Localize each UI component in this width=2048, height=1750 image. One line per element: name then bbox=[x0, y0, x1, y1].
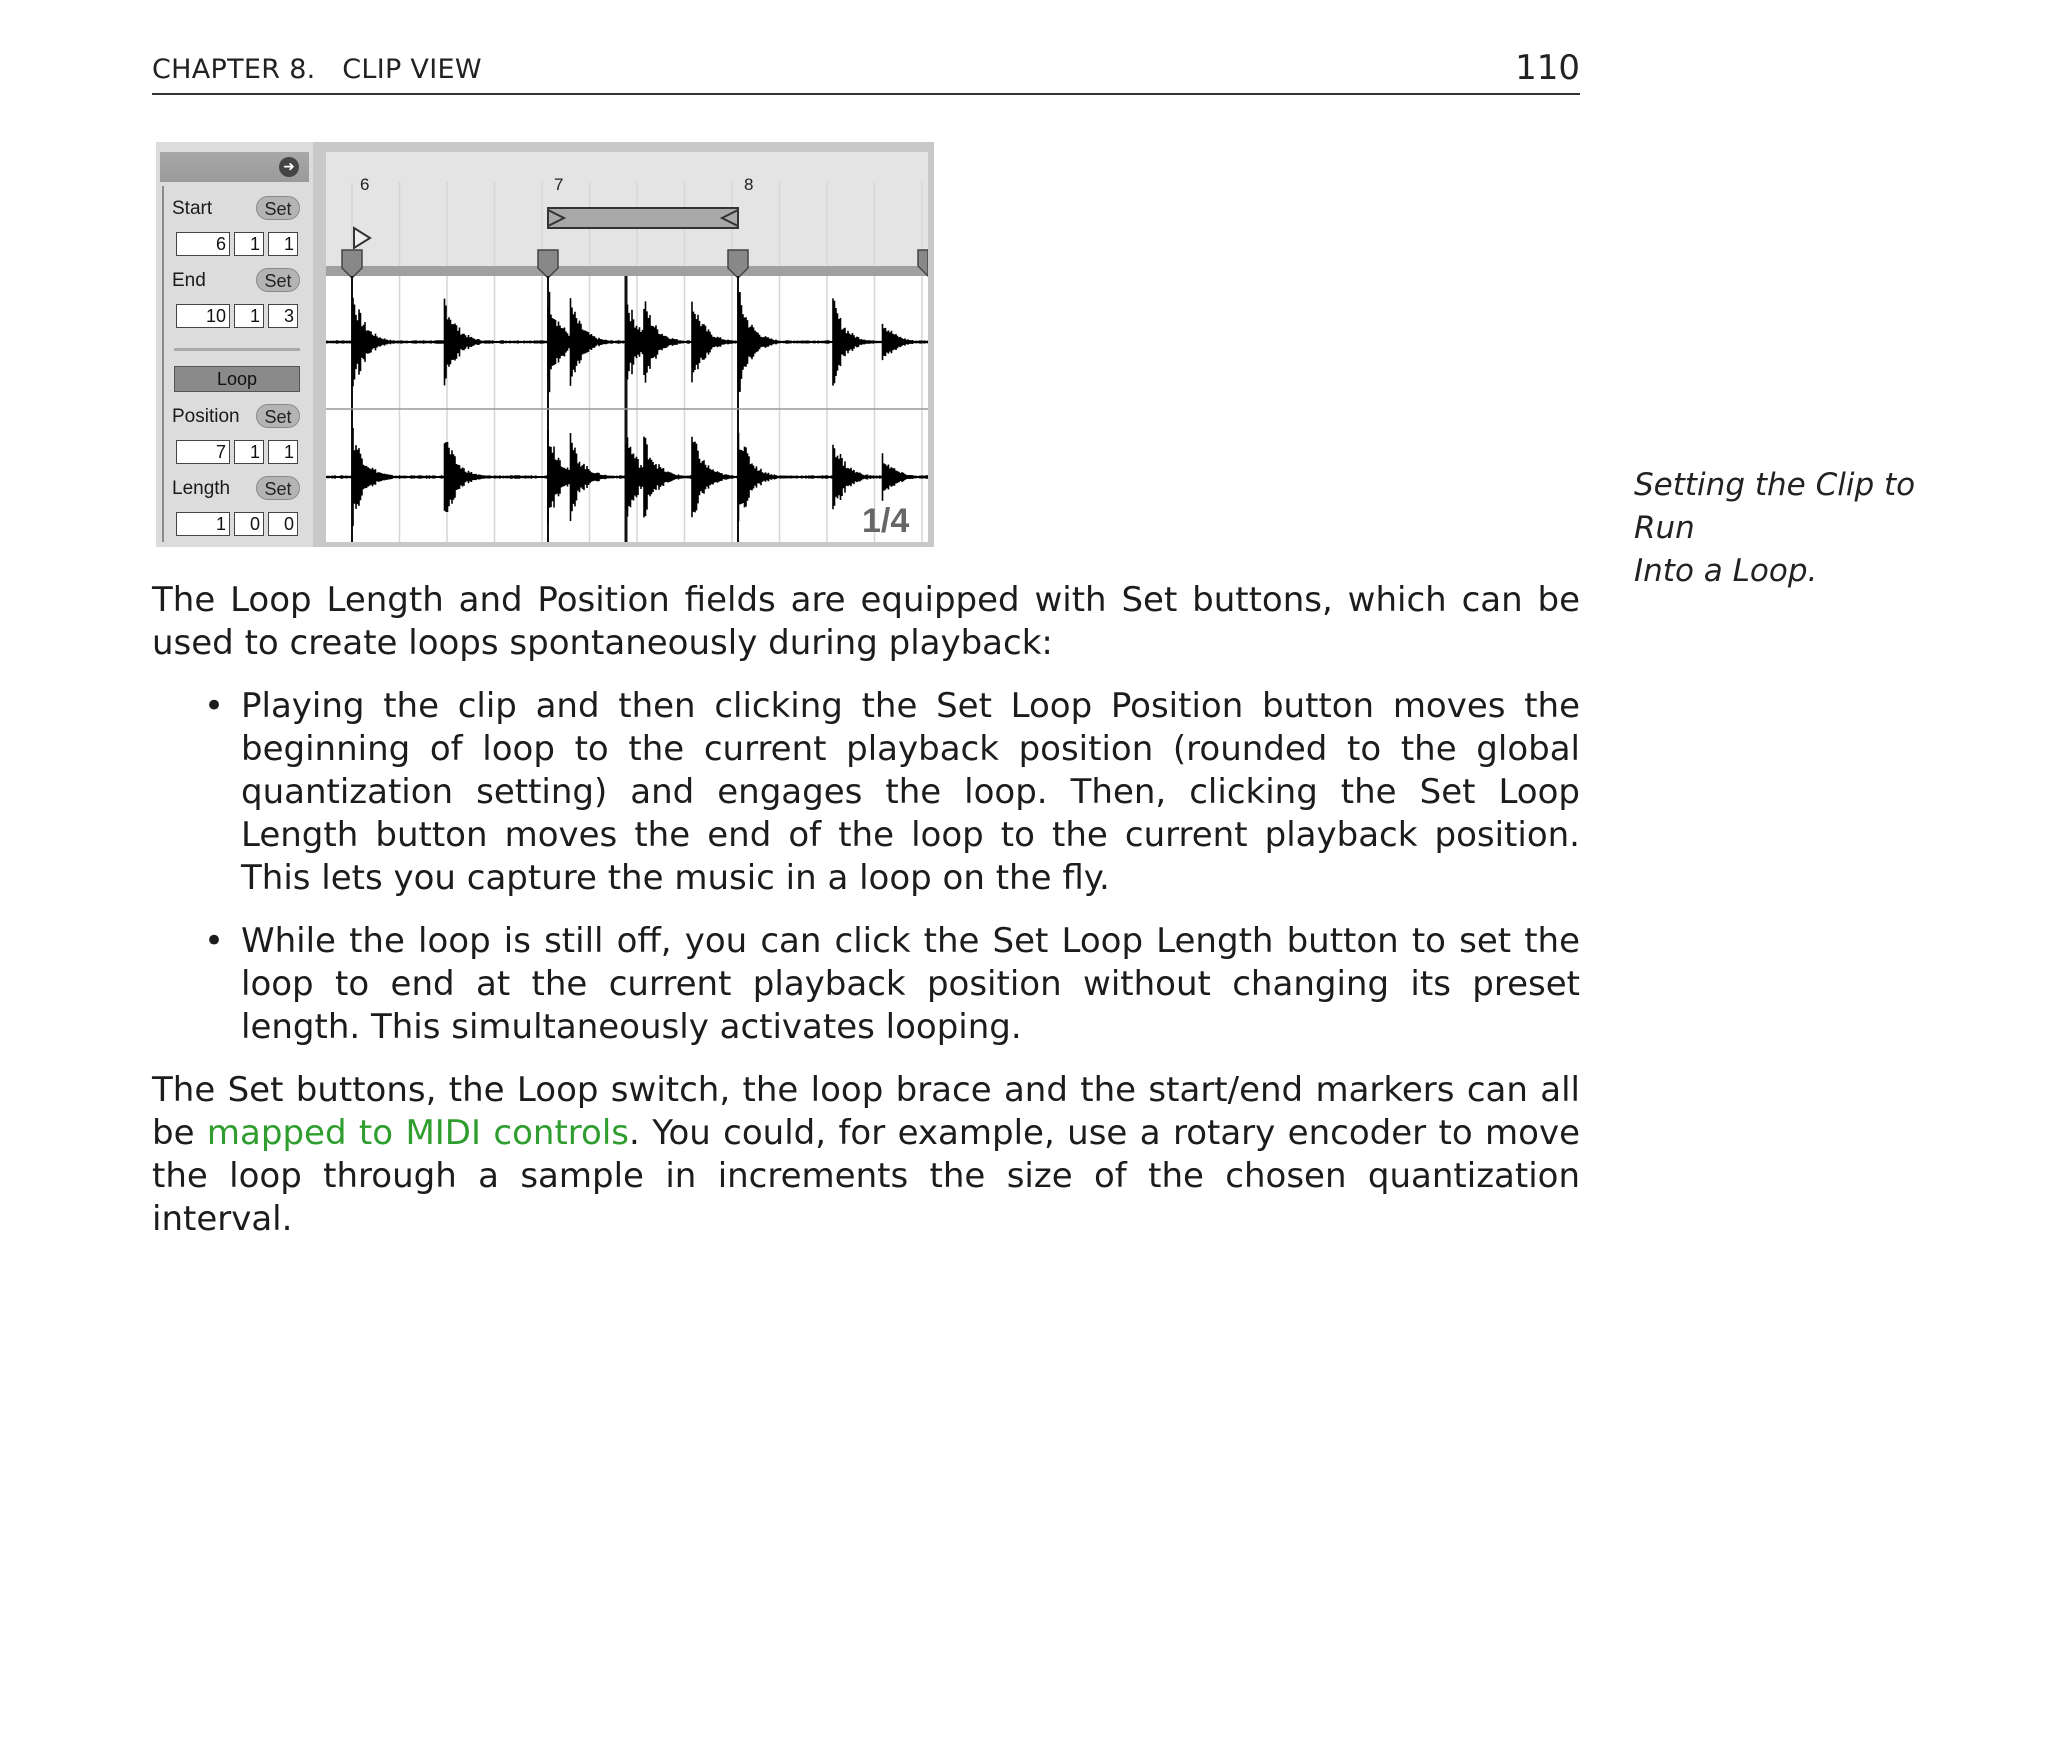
panel-title-bar bbox=[160, 152, 309, 182]
paragraph-midi-text-after: . You could, for example, use a rotary encoder to move the loop through a sample in increments the size of the chosen quantization interval. bbox=[152, 1113, 1580, 1239]
loop-brace bbox=[548, 208, 738, 228]
position-sixteenth-field[interactable]: 1 bbox=[268, 440, 298, 464]
panel-divider-line bbox=[162, 186, 164, 542]
length-set-button[interactable]: Set bbox=[256, 476, 300, 500]
end-beat-field[interactable]: 1 bbox=[234, 304, 264, 328]
bullet-item-1 bbox=[204, 685, 1580, 900]
scrub-area bbox=[326, 266, 928, 276]
length-sixteenth-field[interactable]: 0 bbox=[268, 512, 298, 536]
ruler-bar-6: 6 bbox=[360, 175, 370, 194]
ruler-bar-8: 8 bbox=[744, 175, 754, 194]
length-bar-field[interactable]: 1 bbox=[176, 512, 230, 536]
position-beat-field[interactable]: 1 bbox=[234, 440, 264, 464]
caption-line-1: Setting the Clip to Run bbox=[1634, 467, 1916, 546]
ruler-bar-7: 7 bbox=[554, 175, 564, 194]
position-label: Position bbox=[172, 406, 240, 427]
loop-settings-panel bbox=[156, 142, 313, 547]
chapter-title: CHAPTER 8. CLIP VIEW bbox=[152, 54, 482, 85]
start-label: Start bbox=[172, 198, 213, 219]
bullet-item-2 bbox=[204, 920, 1580, 1049]
start-sixteenth-field[interactable]: 1 bbox=[268, 232, 298, 256]
bullet-marker: • bbox=[204, 921, 225, 961]
end-set-button[interactable]: Set bbox=[256, 268, 300, 292]
caption-line-2: Into a Loop. bbox=[1634, 553, 1818, 589]
bullet-item-1-text: Playing the clip and then clicking the Set Loop Position button moves the beginning of loop to the current playback position (rounded to the global quantization setting) and engages the loop. Then, clicking the Set Loop Length button moves the end of the loop to the current playback position. This lets you capture the music in a loop on the fly. bbox=[241, 686, 1580, 898]
start-beat-field[interactable]: 1 bbox=[234, 232, 264, 256]
position-bar-field[interactable]: 7 bbox=[176, 440, 230, 464]
arrow-right-icon[interactable]: ➜ bbox=[279, 157, 299, 177]
paragraph-midi bbox=[152, 1069, 1580, 1241]
paragraph-midi-text-before: The Set buttons, the Loop switch, the loop brace and the start/end markers can all be bbox=[152, 1070, 1580, 1153]
end-bar-field[interactable]: 10 bbox=[176, 304, 230, 328]
end-label: End bbox=[172, 270, 206, 291]
start-set-button[interactable]: Set bbox=[256, 196, 300, 220]
midi-mapping-link[interactable]: mapped to MIDI controls bbox=[206, 1113, 629, 1153]
paragraph-intro: The Loop Length and Position fields are equipped with Set buttons, which can be used to create loops spontaneously during playback: bbox=[152, 580, 1580, 663]
position-set-button[interactable]: Set bbox=[256, 404, 300, 428]
bullet-marker: • bbox=[204, 686, 225, 726]
loop-switch[interactable]: Loop bbox=[174, 366, 300, 392]
figure-caption bbox=[1634, 464, 1974, 593]
sample-waveform-display[interactable] bbox=[326, 152, 928, 542]
page-number: 110 bbox=[1515, 48, 1580, 88]
grid-quantization-label: 1/4 bbox=[862, 502, 910, 540]
bullet-item-2-text: While the loop is still off, you can click the Set Loop Length button to set the loop to end at the current playback position without changing its preset length. This simultaneously activates looping. bbox=[241, 921, 1580, 1047]
length-beat-field[interactable]: 0 bbox=[234, 512, 264, 536]
page-header bbox=[152, 48, 1580, 95]
length-label: Length bbox=[172, 478, 231, 499]
panel-separator bbox=[174, 348, 300, 351]
clip-view-figure bbox=[156, 142, 934, 547]
start-bar-field[interactable]: 6 bbox=[176, 232, 230, 256]
end-sixteenth-field[interactable]: 3 bbox=[268, 304, 298, 328]
